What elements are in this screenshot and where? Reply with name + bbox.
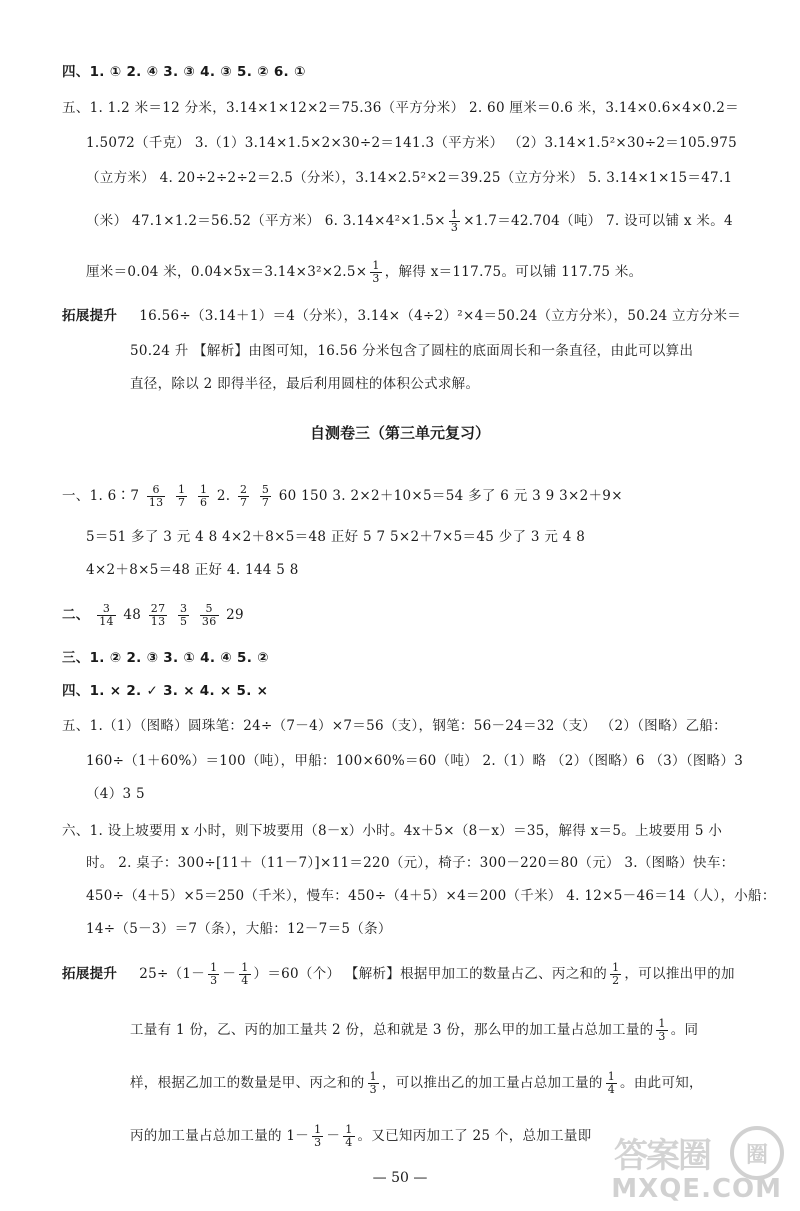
answer-line: 三、1. ② 2. ③ 3. ① 4. ④ 5. ② <box>62 650 269 666</box>
answer-line: 450÷（4＋5）×5＝250（千米），慢车：450÷（4＋5）×4＝200（千米） 4. 12×5－46＝14（人），小船： <box>86 888 776 904</box>
watermark-circle-icon: 圈 <box>730 1126 784 1180</box>
fraction: $\frac{6}{13}$ <box>148 483 164 509</box>
fraction: $\frac{1}{4}$ <box>241 961 249 987</box>
answer-line: 六、1. 设上坡要用 x 小时，则下坡要用（8－x）小时。4x＋5×（8－x）＝35，解得 x＝5。上坡要用 5 小 <box>62 823 723 839</box>
answer-line: 160÷（1＋60%）＝100（吨），甲船：100×60%＝60（吨） 2.（1）略 （2）（图略）6 （3）（图略）3 <box>86 753 744 769</box>
answer-line: 1.5072（千克） 3.（1）3.14×1.5×2×30÷2＝141.3（平方米） （2）3.14×1.5²×30÷2＝105.975 <box>86 135 738 151</box>
answer-line: 厘米＝0.04 米，0.04×5x＝3.14×3²×2.5× $\frac{1}{3}$ ，解得 x＝117.75。可以铺 117.75 米。 <box>86 259 643 285</box>
answer-line: 丙的加工量占总加工量的 1－ $\frac{1}{3}$ － $\frac{1}{4}$ 。又已知丙加工了 25 个，总加工量即 <box>130 1123 592 1149</box>
answer-line: 时。 2. 桌子：300÷[11＋（11－7）]×11＝220（元），椅子：300－220＝80（元） 3.（图略）快车： <box>86 855 735 871</box>
answer-line <box>62 98 739 118</box>
answer-line: 工量有 1 份，乙、丙的加工量共 2 份，总和就是 3 份，那么甲的加工量占总加工量的 $\frac{1}{3}$ 。同 <box>130 1017 699 1043</box>
watermark-domain: MXQE.COM <box>611 1174 782 1204</box>
section-5-answers: 五、1. 1.2 米＝12 分米，3.14×1×12×2＝75.36（平方分米） 2. 60 厘米＝0.6 米，3.14×0.6×4×0.2＝ <box>62 100 739 116</box>
watermark-logo <box>600 1118 790 1206</box>
fraction: $\frac{1}{3}$ <box>314 1123 322 1149</box>
watermark-chars: 答案圈 <box>614 1136 710 1176</box>
page-number: — 50 — <box>372 1170 428 1186</box>
fraction: $\frac{1}{3}$ <box>210 961 218 987</box>
answer-line: 14÷（5－3）＝7（条），大船：12－7＝5（条） <box>86 921 392 937</box>
answer-line <box>62 62 306 82</box>
fraction: $\frac{3}{5}$ <box>179 602 188 628</box>
answer-line: （米） 47.1×1.2＝56.52（平方米） 6. 3.14×4²×1.5× $\frac{1}{3}$ ×1.7＝42.704（吨） 7. 设可以铺 x 米。4 <box>86 208 733 234</box>
answer-line: （4）3 5 <box>86 786 145 802</box>
fraction: $\frac{2}{7}$ <box>239 483 248 509</box>
answer-line: 五、1.（1）（图略）圆珠笔：24÷（7－4）×7＝56（支），钢笔：56－24＝32（支） （2）（图略）乙船： <box>62 718 727 734</box>
fraction: $\frac{1}{2}$ <box>612 961 620 987</box>
fraction: $\frac{1}{4}$ <box>607 1070 616 1096</box>
fraction: $\frac{1}{3}$ <box>450 208 459 234</box>
extension-line: 拓展提升 25÷（1－ $\frac{1}{3}$ － $\frac{1}{4}$ ）＝60（个） 【解析】根据甲加工的数量占乙、丙之和的 $\frac{1}{2}$ ，可以推出甲的加 <box>62 961 735 987</box>
answer-line: 50.24 升 【解析】由图可知，16.56 分米包含了圆柱的底面周长和一条直径，由此可以算出 <box>130 343 694 359</box>
fraction: $\frac{1}{6}$ <box>199 483 208 509</box>
section-title: 自测卷三（第三单元复习） <box>309 424 490 442</box>
fraction: $\frac{1}{4}$ <box>345 1123 353 1149</box>
extension-label: 拓展提升 <box>62 308 118 324</box>
fraction: $\frac{27}{13}$ <box>150 602 166 628</box>
answer-line: 二、 $\frac{3}{14}$ 48 $\frac{27}{13}$ $\frac{3}{5}$ $\frac{5}{36}$ 29 <box>62 602 244 628</box>
fraction: $\frac{5}{36}$ <box>201 602 217 628</box>
fraction: $\frac{5}{7}$ <box>261 483 270 509</box>
answer-line: 样，根据乙加工的数量是甲、丙之和的 $\frac{1}{3}$ ，可以推出乙的加工量占总加工量的 $\frac{1}{4}$ 。由此可知， <box>130 1070 703 1096</box>
fraction: $\frac{1}{3}$ <box>658 1017 666 1043</box>
section-4-answers: 四、1. ① 2. ④ 3. ③ 4. ③ 5. ② 6. ① <box>62 64 306 80</box>
answer-line: 一、1. 6∶7 $\frac{6}{13}$ $\frac{1}{7}$ $\frac{1}{6}$ 2. $\frac{2}{7}$ $\frac{5}{7}$ 60 150 3. 2×2＋10×5＝54 多了 6 元 3 9 3×2＋9× <box>62 483 623 509</box>
extension-line: 拓展提升 16.56÷（3.14＋1）＝4（分米），3.14×（4÷2）²×4＝50.24（立方分米），50.24 立方分米＝ <box>62 308 742 324</box>
fraction: $\frac{1}{3}$ <box>369 1070 377 1096</box>
fraction: $\frac{1}{7}$ <box>178 483 186 509</box>
answer-line: 直径，除以 2 即得半径，最后利用圆柱的体积公式求解。 <box>130 376 480 392</box>
fraction: $\frac{3}{14}$ <box>99 602 114 628</box>
extension-label: 拓展提升 <box>62 966 118 982</box>
fraction: $\frac{1}{3}$ <box>372 259 380 285</box>
answer-line: 5＝51 多了 3 元 4 8 4×2＋8×5＝48 正好 5 7 5×2＋7×5＝45 少了 3 元 4 8 <box>86 529 586 545</box>
answer-line: 4×2＋8×5＝48 正好 4. 144 5 8 <box>86 562 299 578</box>
answer-line: （立方米） 4. 20÷2÷2÷2＝2.5（分米），3.14×2.5²×2＝39.25（立方分米） 5. 3.14×1×15＝47.1 <box>86 170 733 186</box>
answer-line: 四、1. × 2. ✓ 3. × 4. × 5. × <box>62 683 269 699</box>
